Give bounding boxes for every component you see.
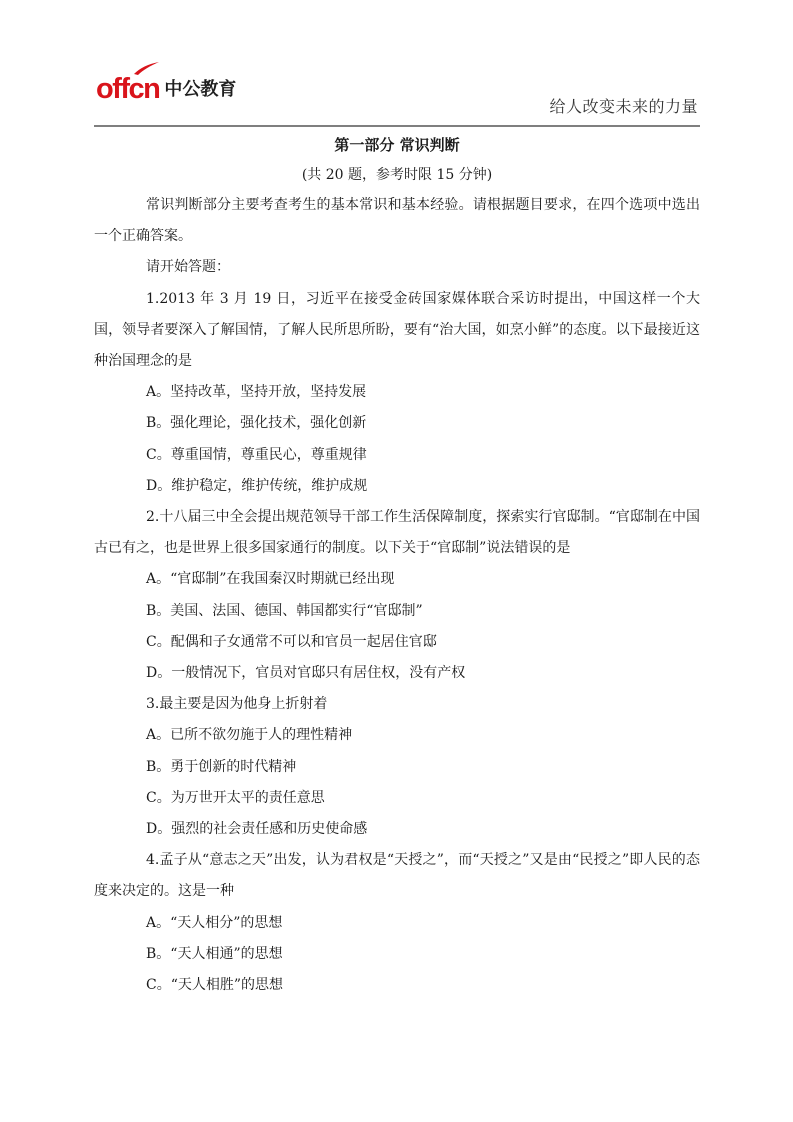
offcn-logo	[96, 70, 237, 105]
option-b: B。美国、法国、德国、韩国都实行“官邸制”	[146, 602, 423, 619]
page-header	[94, 64, 700, 126]
option-a: A。“官邸制”在我国秦汉时期就已经出现	[146, 571, 395, 588]
question-2	[94, 502, 700, 689]
option-b: B。勇于创新的时代精神	[146, 758, 297, 775]
option-a: A。“天人相分”的思想	[146, 914, 283, 931]
question-3	[94, 689, 700, 845]
option-c: C。为万世开太平的责任意思	[146, 789, 325, 806]
question-text: 2.十八届三中全会提出规范领导干部工作生活保障制度，探索实行官邸制。“官邸制在中国古已有之，也是世界上很多国家通行的制度。以下关于“官邸制”说法错误的是	[94, 509, 700, 557]
option-d: D。一般情况下，官员对官邸只有居住权，没有产权	[146, 665, 466, 682]
logo-swoosh-icon	[132, 61, 160, 75]
option-a: A。已所不欲勿施于人的理性精神	[146, 727, 353, 744]
section-title: 第一部分 常识判断	[334, 136, 460, 154]
section-subtitle: (共 20 题，参考时限 15 分钟)	[301, 167, 493, 183]
start-prompt: 请开始答题：	[146, 259, 230, 276]
question-text: 1.2013 年 3 月 19 日，习近平在接受金砖国家媒体联合采访时提出，中国这样一个大国，领导者要深入了解国情，了解人民所思所盼，要有“治大国，如烹小鲜”的态度。以下最接近这种治国理念的是	[94, 290, 700, 370]
option-b: B。强化理论，强化技术，强化创新	[146, 415, 367, 432]
option-b: B。“天人相通”的思想	[146, 945, 283, 962]
question-4	[94, 845, 700, 1001]
option-a: A。坚持改革，坚持开放，坚持发展	[146, 384, 367, 401]
option-c: C。“天人相胜”的思想	[146, 977, 284, 994]
question-text: 4.孟子从“意志之天”出发，认为君权是“天授之”，而“天授之”又是由“民授之”即人民的态度来决定的。这是一种	[94, 852, 700, 900]
logo-chinese-wordmark: 中公教育	[164, 79, 237, 100]
option-d: D。强烈的社会责任感和历史使命感	[146, 821, 368, 838]
slogan: 给人改变未来的力量	[549, 97, 698, 116]
option-c: C。配偶和子女通常不可以和官员一起居住官邸	[146, 633, 437, 650]
section-intro: 常识判断部分主要考查考生的基本常识和基本经验。请根据题目要求，在四个选项中选出一个正确答案。	[94, 197, 700, 245]
document-body	[94, 130, 700, 1001]
option-c: C。尊重国情，尊重民心，尊重规律	[146, 446, 367, 463]
header-divider	[94, 125, 700, 127]
logo-latin-wordmark: offcn	[96, 73, 160, 105]
question-text: 3.最主要是因为他身上折射着	[146, 696, 328, 713]
option-d: D。维护稳定，维护传统，维护成规	[146, 477, 368, 494]
question-1	[94, 284, 700, 502]
